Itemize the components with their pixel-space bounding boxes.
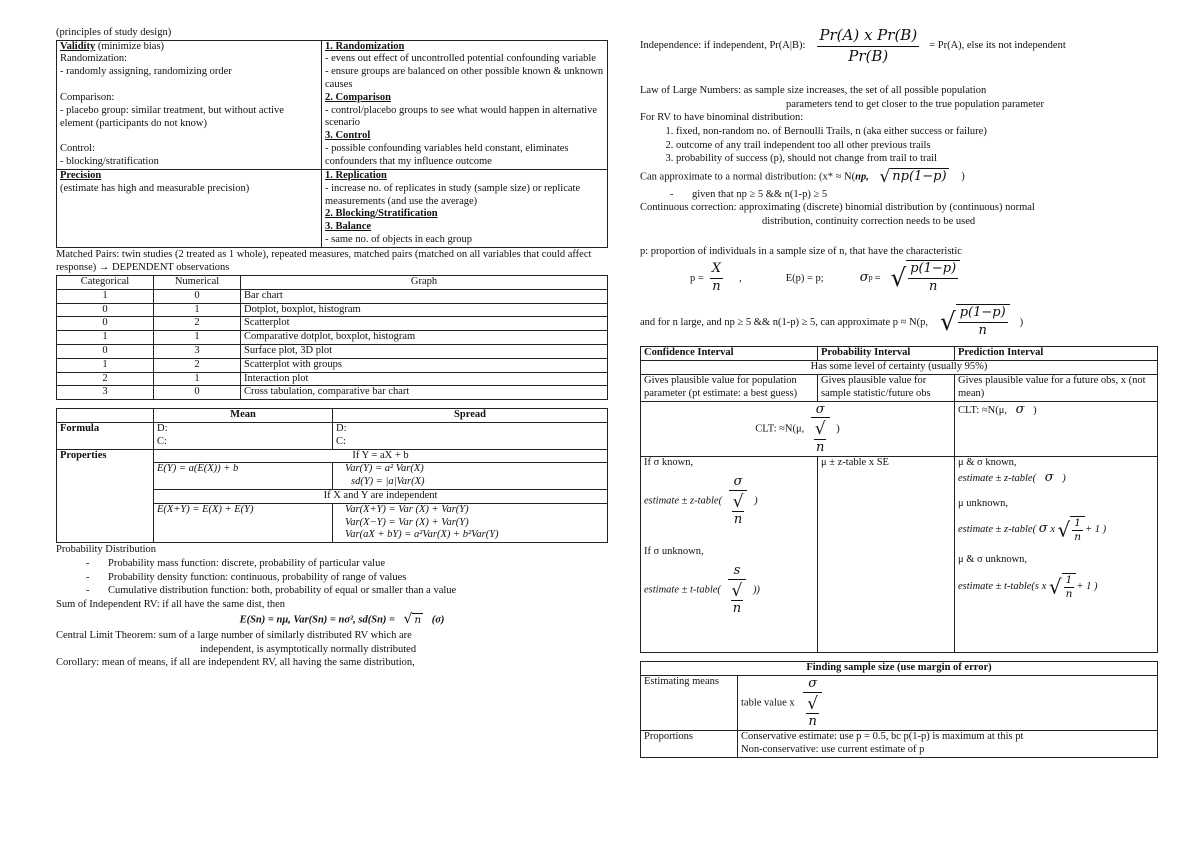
lln-line-1: Law of Large Numbers: as sample size increases, the set of all possible population <box>640 85 987 96</box>
normal-approximation: Can approximate to a normal distribution: (x* ≈ N(np, √ np(1−p) ) <box>640 165 965 186</box>
proportion-definition: p: proportion of individuals in a sample size of n, that have the characteristic <box>640 245 962 257</box>
study-design-table <box>56 40 608 248</box>
probability-distribution-list <box>56 557 608 598</box>
proportion-normal-approx: and for n large, and np ≥ 5 && n(1-p) ≥ 5, can approximate p ≈ N(p, √ $\frac{p(1-p)}{n}$ ) <box>640 305 1024 339</box>
validity-cell: Validity (minimize bias) Randomization: - randomly assigning, randomizing order Comparison: - placebo group: similar treatment, but without active element (participants do not know) Control: - blocking/stratification <box>57 40 322 169</box>
table-row: 0 2 Scatterplot <box>57 317 608 331</box>
table-row: 3 0 Cross tabulation, comparative bar chart <box>57 386 608 400</box>
mean-spread-table: Mean Spread Formula D: C: D: C: Properties If Y = aX + b E(Y) = a(E(X)) + b Var(Y) = a² Var(X) sd(Y) = |a|Var(X) If X and Y are independent E(X+Y) = E(X) + E(Y) Var(X+Y) = Var (X) + Var(Y) Var(X−Y) = Var (X) + Var(Y) Var(aX + bY) = a²Var(X) + b²Var(Y) <box>56 408 608 543</box>
table-row: 2 1 Interaction plot <box>57 372 608 386</box>
sample-size-table: Finding sample size (use margin of error) Estimating means table value x σ √ n Proportions Conservative estimate: use p = 0.5, bc p(1-p) is maximum at this pt Non-conservative: use current estimate of p <box>640 661 1158 758</box>
confidence-interval-formulas: If σ known, estimate ± z-table( σ √ n ) If σ unknown, estimate ± t-table( s √ n )) <box>641 456 818 652</box>
left-column <box>56 26 608 670</box>
list-item: 2. outcome of any trail independent too all other previous trails <box>676 139 1158 153</box>
independence-rule: Independence: if independent, Pr(A|B): $\frac{\text{Pr(A) x Pr(B)}}{Pr(B)}$ = Pr(A), else its not independent <box>640 26 1066 65</box>
proportion-formulas: p = $\frac{X}{n}$ , E(p) = p; σ p = √ $\frac{p(1-p)}{n}$ <box>640 258 1158 298</box>
precision-methods-cell: 1. Replication - increase no. of replicates in study (sample size) or replicate measurements (and use the average) 2. Blocking/Stratification 3. Balance - same no. of objects in each group <box>322 170 608 248</box>
table-row: 1 0 Bar chart <box>57 289 608 303</box>
probability-distribution-title: Probability Distribution <box>56 544 157 556</box>
continuity-correction-1: Continuous correction: approximating (discrete) binomial distribution by (continuous) normal <box>640 202 1035 214</box>
list-item: - Probability density function: continuous, probability of range of values <box>108 571 608 585</box>
matched-pairs-note: Matched Pairs: twin studies (2 treated as 1 whole), repeated measures, matched pairs (matched on all variables that could affect response) → DEPENDENT observations <box>56 248 592 274</box>
approx-condition: - given that np ≥ 5 && n(1-p) ≥ 5 <box>640 188 1158 202</box>
clt-line-2: independent, is asymptotically normally distributed <box>200 643 417 655</box>
table-row: 0 3 Surface plot, 3D plot <box>57 345 608 359</box>
binomial-conditions <box>640 125 1158 166</box>
list-item: 3. probability of success (p), should not change from trail to trail <box>676 152 1158 166</box>
graph-type-table: Categorical Numerical Graph 1 0 Bar chart 0 1 Dotplot, boxplot, histogram 0 2 Scatterplot 1 1 Comparative dotplot, boxplot, histogram 0 3 Surface plot, 3D plot 1 2 Scatterplot with groups 2 1 Interaction plot 3 0 Cross tabulation, comparative bar chart <box>56 275 608 400</box>
list-item: - Probability mass function: discrete, probability of particular value <box>108 557 608 571</box>
table-row: 1 1 Comparative dotplot, boxplot, histogram <box>57 331 608 345</box>
sum-independent-rv: Sum of Independent RV: if all have the same dist, then <box>56 598 286 610</box>
sum-formula: E(Sn) = nμ, Var(Sn) = nσ², sd(Sn) = √ n (σ) <box>239 611 445 628</box>
list-item: 1. fixed, non-random no. of Bernoulli Trails, n (aka either success or failure) <box>676 125 1158 139</box>
corollary: Corollary: mean of means, if all are independent RV, all having the same distribution, <box>56 657 415 669</box>
table-row: 0 1 Dotplot, boxplot, histogram <box>57 303 608 317</box>
interval-table: Confidence Interval Probability Interval Prediction Interval Has some level of certainty (usually 95%) Gives plausible value for population parameter (pt estimate: a best guess) Gives plausible value for sample statistic/future obs Gives plausible value for a future obs, x (not mean) CLT: ≈N(μ, σ √ n ) CLT: ≈N(μ, σ ) If σ known, estimate ± z-table( σ √ n ) If σ unknown, estimate ± t-table( s √ n )) μ ± z-table x SE μ & σ known, estimate ± z-table( σ ) μ unknown, estimate ± z-table( σ x √ $\frac{1}{n}$ + 1 ) μ & σ unknown, estimate ± t-table(s x √ $\frac{1}{n}$ + 1 ) <box>640 346 1158 653</box>
table-row: 1 2 Scatterplot with groups <box>57 358 608 372</box>
lln-line-2: parameters tend to get closer to the true population parameter <box>786 98 1045 110</box>
validity-methods-cell: 1. Randomization - evens out effect of uncontrolled potential confounding variable - ensure groups are balanced on other possible known & unknown causes 2. Comparison - control/placebo groups to see what would happen in alternative scenario 3. Control - possible confounding variables held constant, eliminates confounders that my influence outcome <box>322 40 608 169</box>
binomial-intro: For RV to have binominal distribution: <box>640 112 804 124</box>
continuity-correction-2: distribution, continuity correction needs to be used <box>762 216 976 228</box>
precision-cell: Precision (estimate has high and measurable precision) <box>57 170 322 248</box>
study-design-heading: (principles of study design) <box>56 27 172 38</box>
right-column <box>640 26 1158 758</box>
list-item: - Cumulative distribution function: both, probability of equal or smaller than a value <box>108 584 608 598</box>
clt-line-1: Central Limit Theorem: sum of a large number of similarly distributed RV which are <box>56 630 412 642</box>
prediction-interval-formulas: μ & σ known, estimate ± z-table( σ ) μ unknown, estimate ± z-table( σ x √ $\frac{1}{n}$ + 1 ) μ & σ unknown, estimate ± t-table(s x √ $\frac{1}{n}$ + 1 ) <box>955 456 1158 652</box>
